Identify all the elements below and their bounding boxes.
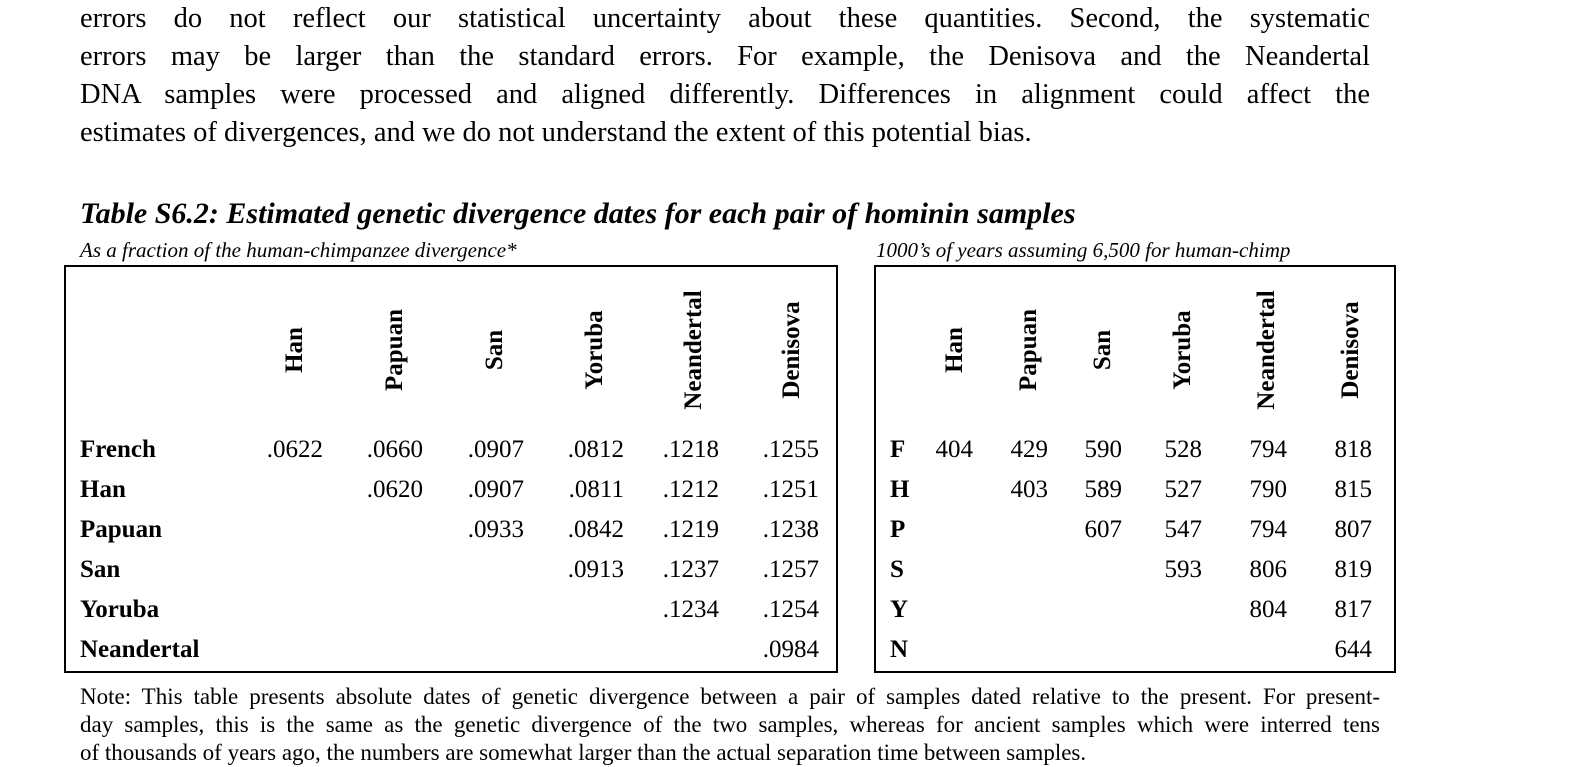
fraction-table-column-header: Han [281,327,308,373]
fraction-table [64,265,838,673]
years-table-cell: 817 [1334,596,1372,623]
years-table-cell: 607 [1084,516,1122,543]
years-table-column-header: San [1089,329,1116,371]
fraction-table-column-header: San [481,329,508,371]
fraction-table-column-header: Yoruba [581,310,608,390]
body-paragraph [80,0,1370,152]
fraction-table-row-header: San [80,556,121,583]
years-table-cell: 806 [1249,556,1287,583]
years-table-cell: 815 [1334,476,1372,503]
years-table-cell: 794 [1249,516,1287,543]
years-table-row-header: P [890,516,906,543]
paragraph-line: estimates of divergences, and we do not understand the extent of this potential bias. [80,117,1032,148]
years-table-cell: 818 [1334,436,1372,463]
table-note [80,683,1380,767]
years-table-cell: 644 [1334,636,1372,663]
years-table-cell: 589 [1084,476,1122,503]
fraction-table-cell: .0811 [568,476,624,503]
years-table-row-header: F [890,436,906,463]
fraction-table-cell: .0842 [567,516,624,543]
years-table-cell: 593 [1164,556,1202,583]
fraction-table-cell: .1251 [762,476,819,503]
fraction-table-cell: .0622 [266,436,323,463]
years-table-cell: 794 [1249,436,1287,463]
fraction-table-row-header: Papuan [80,516,162,543]
note-line: of thousands of years ago, the numbers are somewhat larger than the actual separation time between samples. [80,740,1087,765]
years-table-cell: 819 [1334,556,1372,583]
fraction-table-row-header: French [80,436,156,463]
note-line: Note: This table presents absolute dates of genetic divergence between a pair of samples dated relative to the present. For present- [80,684,1380,709]
table-caption: Table S6.2: Estimated genetic divergence dates for each pair of hominin samples [80,197,1076,230]
fraction-table-cell: .0660 [366,436,423,463]
paragraph-line: errors do not reflect our statistical uncertainty about these quantities. Second, the systematic [80,3,1370,34]
years-table-cell: 590 [1084,436,1122,463]
fraction-table-cell: .0620 [366,476,423,503]
fraction-table-column-header: Denisova [778,301,805,399]
paragraph-line: errors may be larger than the standard errors. For example, the Denisova and the Neandertal [80,41,1370,72]
fraction-table-row-header: Han [80,476,126,503]
years-table-cell: 404 [935,436,973,463]
years-table-cell: 807 [1334,516,1372,543]
fraction-table-cell: .1257 [762,556,819,583]
years-table-cell: 528 [1164,436,1202,463]
years-table-cell: 429 [1010,436,1048,463]
fraction-table-cell: .1238 [762,516,819,543]
years-table-row-header: Y [890,596,909,623]
years-table-cell: 403 [1010,476,1048,503]
fraction-table-cell: .1218 [662,436,719,463]
fraction-table-cell: .1234 [662,596,719,623]
fraction-table-cell: .1212 [662,476,719,503]
years-table-column-header: Yoruba [1169,310,1196,390]
note-line: day samples, this is the same as the genetic divergence of the two samples, whereas for ancient samples which were interred tens [80,712,1380,737]
fraction-table-cell: .0907 [467,436,524,463]
fraction-table-cell: .0984 [762,636,819,663]
fraction-table-column-header: Neandertal [680,290,707,410]
years-table-cell: 527 [1164,476,1202,503]
fraction-table-column-header: Papuan [381,309,408,391]
years-table-row-header: N [890,636,909,663]
fraction-table-cell: .1219 [662,516,719,543]
fraction-table-cell: .1255 [762,436,819,463]
years-table-cell: 804 [1249,596,1287,623]
years-table-column-header: Han [941,327,968,373]
years-table-row-header: S [890,556,904,583]
fraction-table-row-header: Yoruba [80,596,160,623]
fraction-table-cell: .0907 [467,476,524,503]
fraction-table-cell: .1237 [662,556,719,583]
years-table-cell: 790 [1249,476,1287,503]
paragraph-line: DNA samples were processed and aligned differently. Differences in alignment could affect the [80,79,1370,110]
years-table-row-header: H [890,476,910,503]
left-table-subtitle: As a fraction of the human-chimpanzee divergence* [80,238,517,262]
fraction-table-cell: .0913 [567,556,624,583]
right-table-subtitle: 1000’s of years assuming 6,500 for human-chimp [876,238,1291,262]
years-table-cell: 547 [1164,516,1202,543]
years-table-column-header: Papuan [1015,309,1042,391]
fraction-table-cell: .0812 [567,436,624,463]
fraction-table-cell: .1254 [762,596,819,623]
years-table-column-header: Neandertal [1253,290,1280,410]
years-table-column-header: Denisova [1337,301,1364,399]
fraction-table-row-header: Neandertal [80,636,200,663]
fraction-table-cell: .0933 [467,516,524,543]
